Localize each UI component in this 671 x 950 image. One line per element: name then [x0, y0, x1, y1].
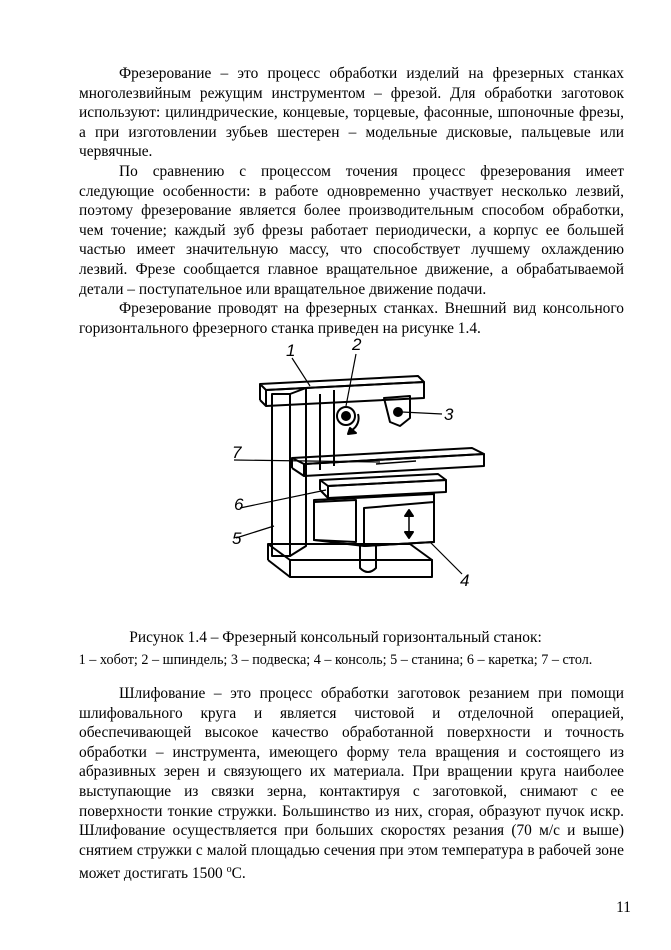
label-6: 6: [234, 495, 244, 514]
label-1: 1: [286, 341, 296, 360]
knee-front: [364, 502, 434, 546]
knee-left-block: [314, 500, 356, 542]
figure-caption-legend: 1 – хобот; 2 – шпиндель; 3 – подвеска; 4 – консоль; 5 – станина; 6 – каретка; 7 – стол.: [78, 652, 593, 668]
label-7: 7: [232, 443, 242, 462]
paragraph-milling-definition: Фрезерование – это процесс обработки изделий на фрезерных станках многолезвийным режущим инструментом – фрезой. Для обработки заготовок используют: цилиндрические, концевые, торцевые, фасонные, шпоночные фрезы, а при изготовлении зубьев шестерен – модельные дисковые, пальцевые или червячные.: [79, 65, 624, 161]
label-3: 3: [444, 405, 454, 424]
milling-machine-figure: [180, 330, 490, 620]
degree-unit: C.: [231, 865, 246, 883]
degree-mark: o: [226, 864, 232, 876]
label-2: 2: [352, 335, 362, 354]
paragraph-milling-machines: Фрезерование проводят на фрезерных станках. Внешний вид консольного горизонтального фрезерного станка приведен на рисунке 1.4.: [79, 300, 624, 337]
paragraph-milling-features: По сравнению с процессом точения процесс фрезерования имеет следующие особенности: в работе одновременно участвует несколько лезвий, поэтому фрезерование является более производительным способом обработки, чем точение; каждый зуб фрезы работает периодически, а корпус ее большей частью имеет значительную массу, что способствует лучшему охлаждению лезвий. Фрезе сообщается главное вращательное движение, а обрабатываемой детали – поступательное или вращательное движение подачи.: [79, 162, 624, 298]
grinding-text: [79, 684, 624, 884]
milling-machine-drawing: [180, 330, 490, 620]
column-front: [272, 394, 290, 556]
base-plate-top: [268, 544, 432, 560]
paragraph-grinding-body: Шлифование – это процесс обработки заготовок резанием при помощи шлифовального круга и является чистовой и отделочной операцией, обеспечивающей высокое качество обработанной поверхности и точность обработки – инструмента, имеющего форму тела вращения и состоящего из абразивных зерен и связующего их материала. При вращении круга наиболее выступающие из связки зерна, контактируя с заготовкой, снимают с ее поверхности тонкие стружки. Большинство из них, сгорая, образуют пучок искр. Шлифование осуществляется при больших скоростях резания (70 м/с и выше) снятием стружки с малой площадью сечения при этом температура в рабочей зоне может достигать 1500: [79, 685, 624, 883]
paragraph-grinding: [79, 684, 624, 884]
figure-caption-title: Рисунок 1.4 – Фрезерный консольный горизонтальный станок:: [129, 629, 542, 646]
table-front: [304, 454, 484, 476]
carriage-front: [328, 480, 446, 498]
label-4: 4: [460, 571, 470, 590]
arbor-bearing: [394, 408, 402, 416]
label-5: 5: [232, 529, 242, 548]
page-number: 11: [616, 899, 631, 916]
intro-text: [79, 64, 624, 338]
